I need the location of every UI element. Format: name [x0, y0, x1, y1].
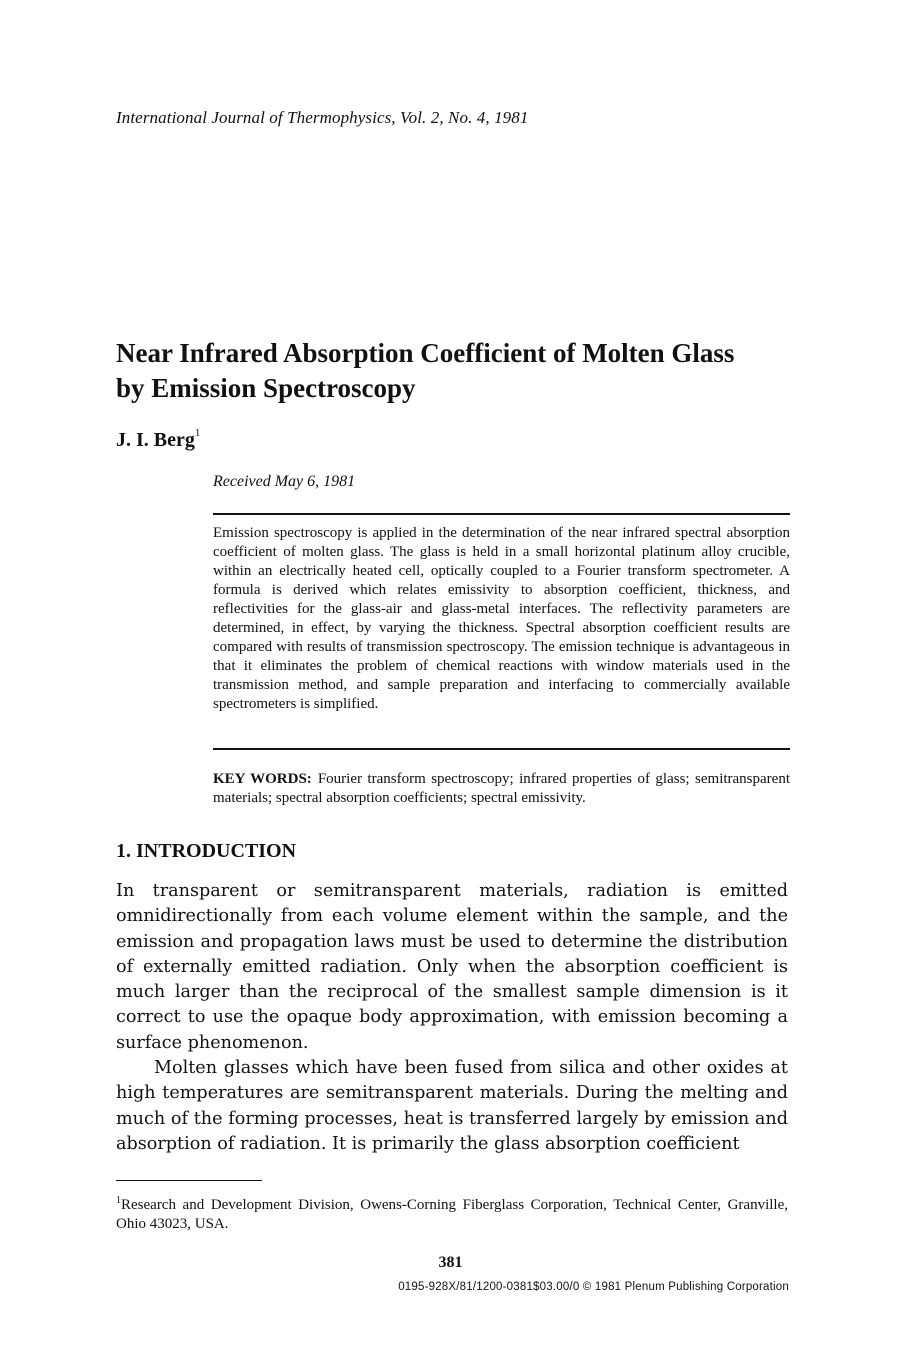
- keywords-label: KEY WORDS:: [213, 771, 312, 787]
- journal-citation: International Journal of Thermophysics, Vol. 2, No. 4, 1981: [116, 108, 529, 127]
- author-line: [116, 429, 200, 452]
- title-line-2: by Emission Spectroscopy: [116, 373, 416, 403]
- title-line-1: Near Infrared Absorption Coefficient of Molten Glass: [116, 338, 735, 368]
- author-footnote-mark: 1: [194, 427, 201, 440]
- keywords: [213, 770, 790, 808]
- body-paragraph-2: Molten glasses which have been fused from silica and other oxides at high temperatures are semitransparent materials. During the melting and much of the forming processes, heat is transferred largely by emission and absorption of radiation. It is primarily the glass absorption coefficient: [116, 1058, 788, 1154]
- introduction-body: [116, 879, 788, 1157]
- body-paragraph-1: In transparent or semitransparent materials, radiation is emitted omnidirectionally from each volume element within the sample, and the emission and propagation laws must be used to determine the distribution of externally emitted radiation. Only when the absorption coefficient is much larger than the reciprocal of the smallest sample dimension is it correct to use the opaque body approximation, with emission becoming a surface phenomenon.: [116, 881, 788, 1053]
- copyright-line: 0195-928X/81/1200-0381$03.00/0 © 1981 Plenum Publishing Corporation: [398, 1281, 789, 1293]
- author-name: J. I. Berg: [116, 429, 195, 451]
- abstract-text: Emission spectroscopy is applied in the determination of the near infrared spectral absorption coefficient of molten glass. The glass is held in a small horizontal platinum alloy crucible, within an electrically heated cell, optically coupled to a Fourier transform spectrometer. A formula is derived which relates emissivity to absorption coefficient, thickness, and reflectivities for the glass-air and glass-metal interfaces. The reflectivity parameters are determined, in effect, by varying the thickness. Spectral absorption coefficient results are compared with results of transmission spectroscopy. The emission technique is advantageous in that it eliminates the problem of chemical reactions with window materials used in the transmission method, and sample preparation and interfacing to commercially available spectrometers is simplified.: [213, 525, 790, 712]
- received-date: Received May 6, 1981: [213, 473, 356, 490]
- footnote: [116, 1191, 788, 1234]
- footnote-rule: [116, 1180, 262, 1181]
- abstract-bottom-rule: [213, 748, 790, 750]
- page-number: 381: [438, 1254, 463, 1271]
- article-title: [116, 336, 816, 406]
- abstract-top-rule: [213, 513, 790, 515]
- keywords-text: Fourier transform spectroscopy; infrared properties of glass; semitransparent materials; spectral absorption coefficients; spectral emissivity.: [213, 771, 790, 806]
- footnote-mark: 1: [116, 1195, 121, 1206]
- section-heading: 1. INTRODUCTION: [116, 840, 297, 862]
- footnote-text: Research and Development Division, Owens-Corning Fiberglass Corporation, Technical Center, Granville, Ohio 43023, USA.: [116, 1197, 788, 1232]
